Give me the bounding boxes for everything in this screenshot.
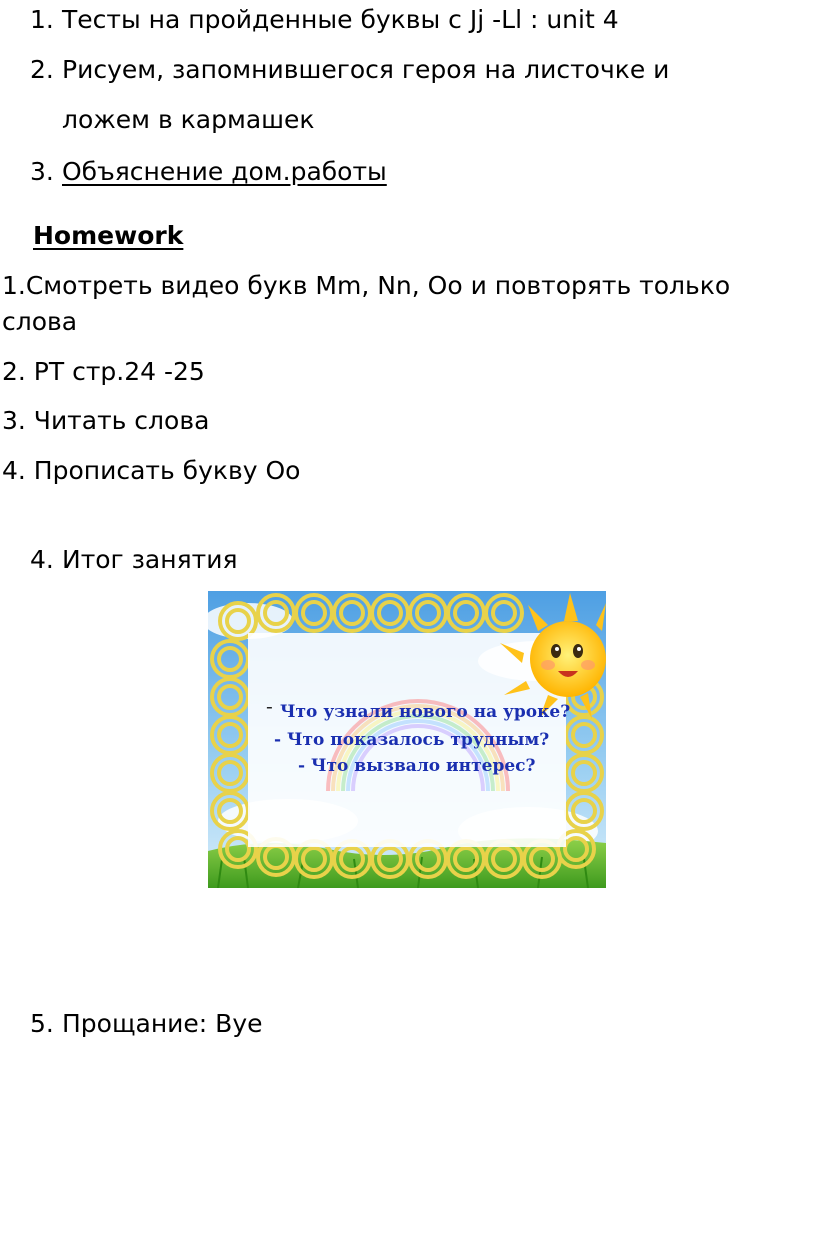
question-3: - Что вызвало интерес?: [298, 756, 536, 776]
homework-title: Homework: [33, 221, 184, 250]
lesson-step-3-number: 3.: [30, 157, 54, 186]
homework-item-2: 2. РТ стр.24 -25: [2, 357, 205, 386]
lesson-step-2-text: Рисуем, запомнившегося героя на листочке и: [62, 55, 670, 84]
lesson-step-5-number: 5.: [30, 1009, 54, 1038]
summary-picture: [208, 591, 606, 888]
question-2: - Что показалось трудным?: [274, 730, 550, 750]
summary-picture-svg: [208, 591, 606, 888]
lesson-step-4-text: Итог занятия: [62, 545, 238, 574]
lesson-step-4-number: 4.: [30, 545, 54, 574]
question-1: Что узнали нового на уроке?: [280, 702, 571, 722]
lesson-step-5-text: Прощание: Bye: [62, 1009, 263, 1038]
homework-item-4: 4. Прописать букву Оо: [2, 456, 301, 485]
homework-item-3: 3. Читать слова: [2, 406, 210, 435]
lesson-step-2-number: 2.: [30, 55, 54, 84]
homework-item-1: 1.Смотреть видео букв Mm, Nn, Oo и повторять только: [2, 271, 731, 300]
lesson-step-1-text: Тесты на пройденные буквы с Jj -Ll : unit 4: [62, 5, 619, 34]
lesson-step-1-number: 1.: [30, 5, 54, 34]
lesson-step-2-text-cont: ложем в кармашек: [62, 105, 315, 134]
lesson-step-3-text: Объяснение дом.работы: [62, 157, 387, 186]
homework-item-1-cont: слова: [2, 307, 78, 336]
question-dash: -: [266, 694, 273, 718]
